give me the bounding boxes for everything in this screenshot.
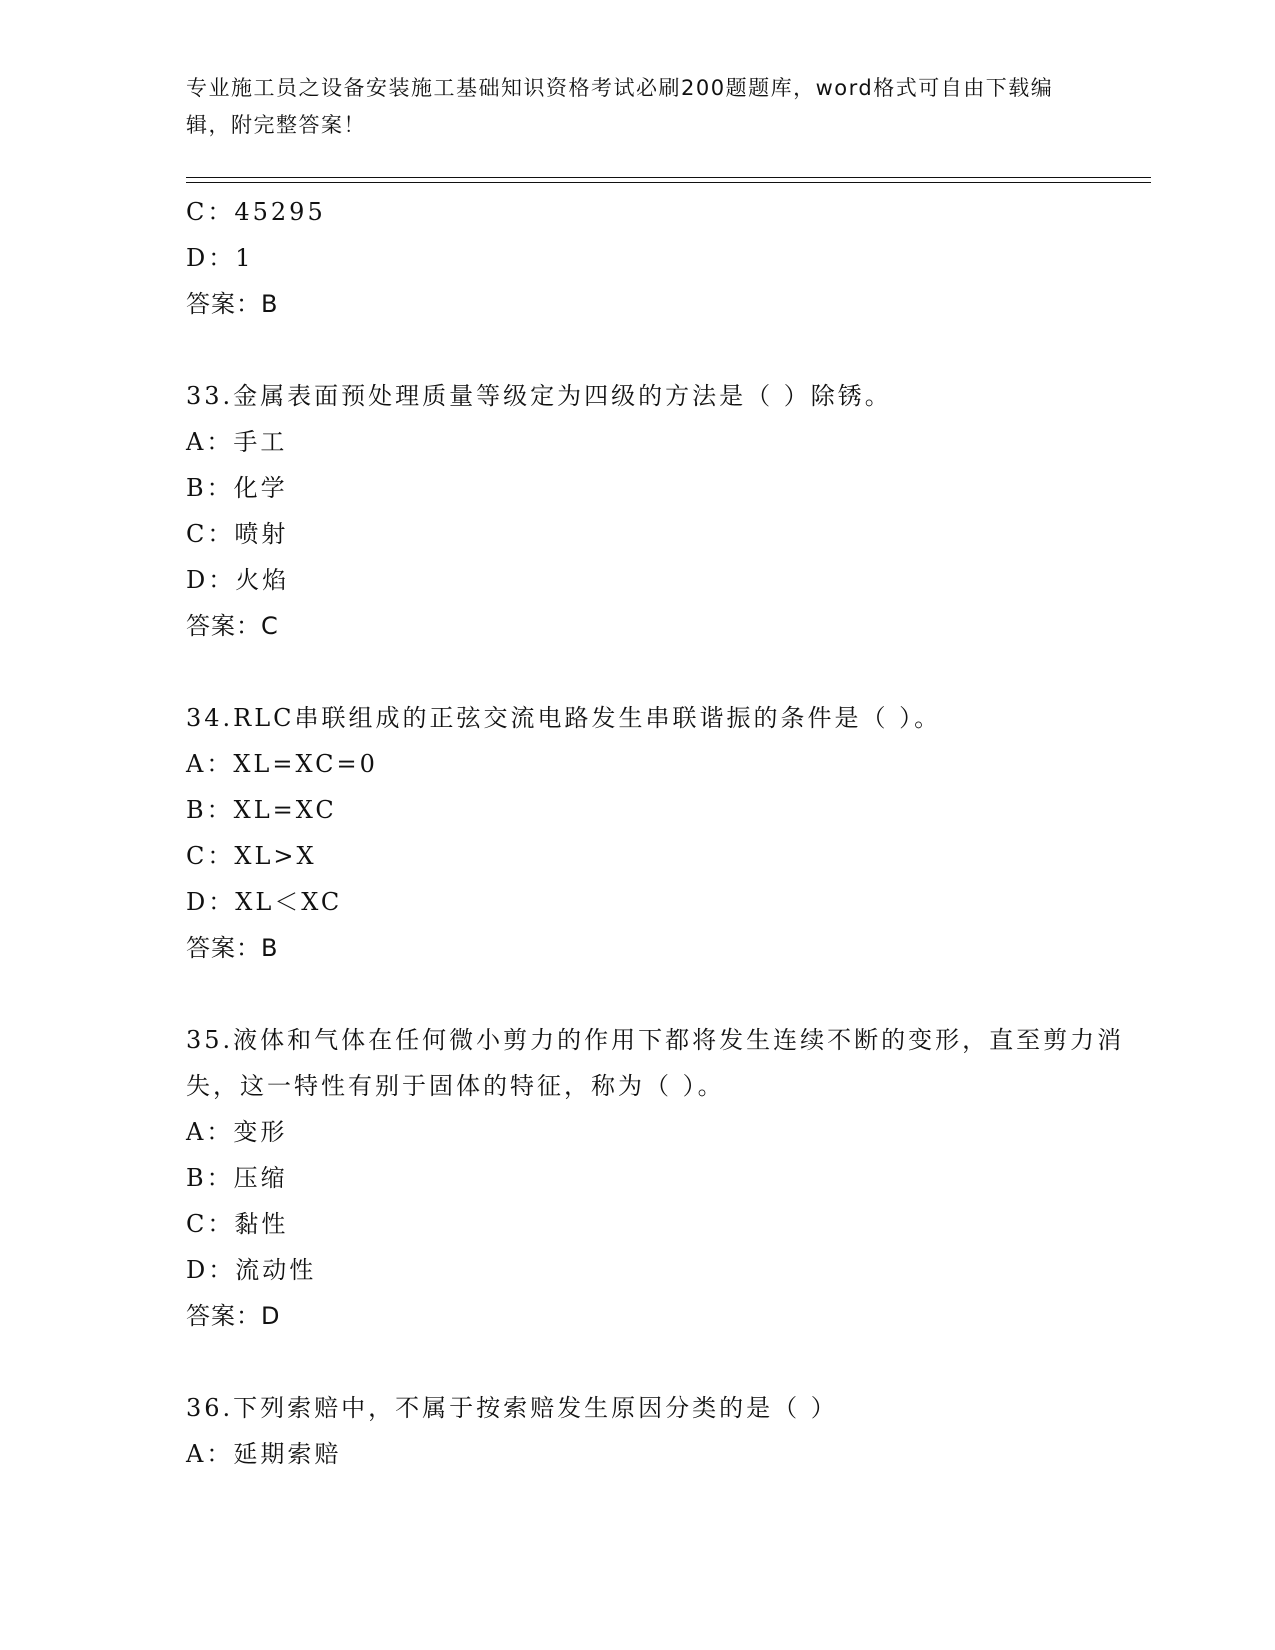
answer-line: 答案：D bbox=[186, 1302, 281, 1330]
question-34-stem: 34.RLC串联组成的正弦交流电路发生串联谐振的条件是（ ）。 bbox=[186, 704, 942, 732]
option-a: A：XL=XC=0 bbox=[186, 750, 378, 778]
option-d: D：XL＜XC bbox=[186, 888, 343, 916]
header-rule-top bbox=[186, 177, 1151, 178]
option-d: D：火焰 bbox=[186, 566, 290, 594]
option-c: C：喷射 bbox=[186, 520, 289, 548]
option-c: C：黏性 bbox=[186, 1210, 289, 1238]
option-a: A：手工 bbox=[186, 428, 288, 456]
question-35-stem: 35.液体和气体在任何微小剪力的作用下都将发生连续不断的变形，直至剪力消失，这一特性有别于固体的特征，称为（ ）。 bbox=[186, 1026, 1125, 1100]
question-content bbox=[186, 189, 1136, 1477]
answer-line: 答案：B bbox=[186, 934, 279, 962]
answer-line: 答案：C bbox=[186, 612, 279, 640]
option-a: A：延期索赔 bbox=[186, 1440, 342, 1468]
document-header: 专业施工员之设备安装施工基础知识资格考试必刷200题题库，word格式可自由下载编辑，附完整答案！ bbox=[186, 76, 1054, 137]
option-b: B：压缩 bbox=[186, 1164, 288, 1192]
answer-line: 答案：B bbox=[186, 290, 279, 318]
option-c: C：45295 bbox=[186, 198, 326, 226]
option-c: C：XL>X bbox=[186, 842, 317, 870]
option-b: B：XL=XC bbox=[186, 796, 337, 824]
question-36-stem: 36.下列索赔中，不属于按索赔发生原因分类的是（ ） bbox=[186, 1394, 838, 1422]
option-a: A：变形 bbox=[186, 1118, 288, 1146]
option-b: B：化学 bbox=[186, 474, 288, 502]
option-d: D：1 bbox=[186, 244, 254, 272]
question-33-stem: 33.金属表面预处理质量等级定为四级的方法是（ ）除锈。 bbox=[186, 382, 892, 410]
option-d: D：流动性 bbox=[186, 1256, 317, 1284]
header-rule-bottom bbox=[186, 182, 1151, 183]
